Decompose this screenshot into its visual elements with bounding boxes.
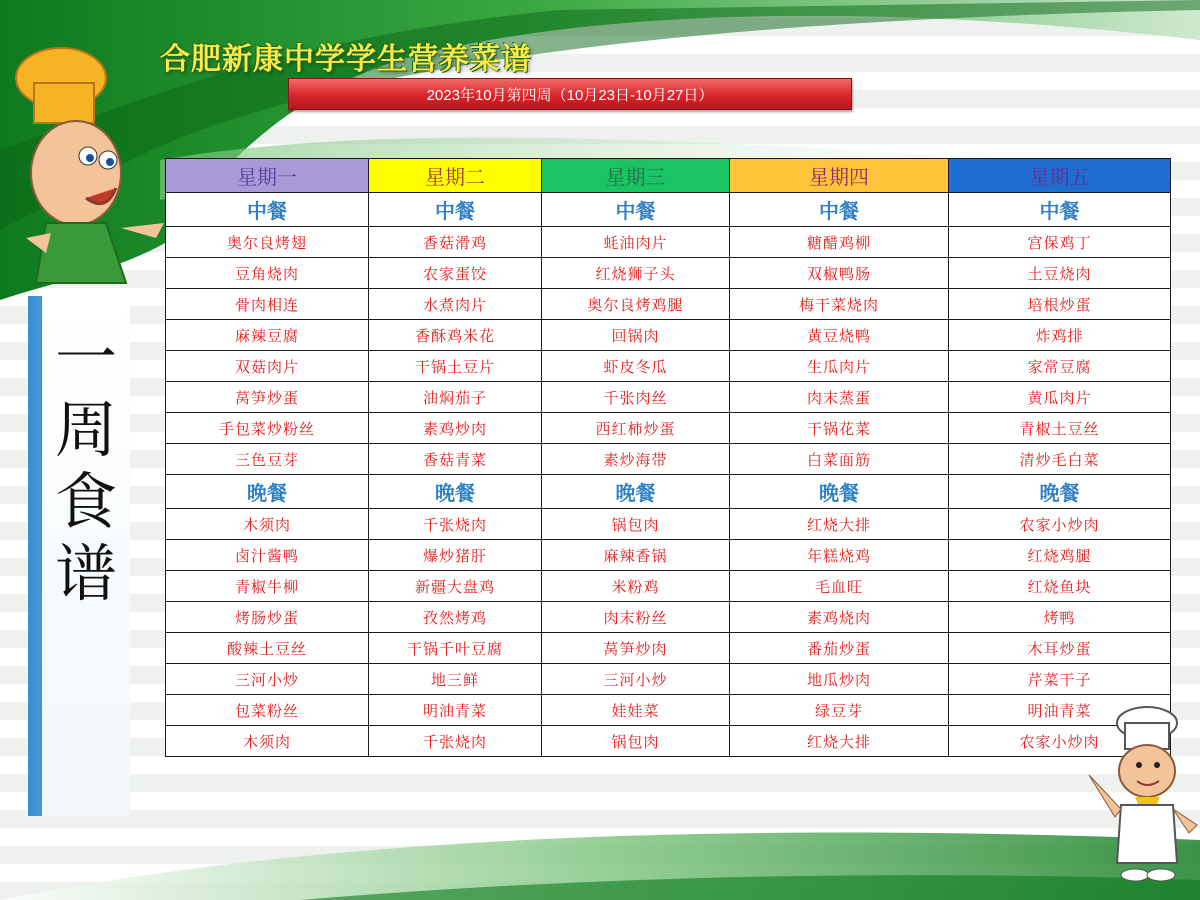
lunch-dish-cell: 黄豆烧鸭: [730, 320, 949, 351]
page-title: 合肥新康中学学生营养菜谱: [160, 42, 532, 77]
dinner-dish-cell: 年糕烧鸡: [730, 540, 949, 571]
lunch-dish-cell: 梅干菜烧肉: [730, 289, 949, 320]
side-label-panel: [28, 296, 130, 816]
lunch-dish-cell: 油焖茄子: [369, 382, 542, 413]
dinner-label-row: [166, 475, 1171, 509]
lunch-dish-cell: 青椒土豆丝: [949, 413, 1171, 444]
lunch-dish-cell: 清炒毛白菜: [949, 444, 1171, 475]
dinner-dish-cell: 红烧大排: [730, 726, 949, 757]
chef-mascot-right-icon: [1085, 705, 1200, 885]
dinner-dish-cell: 娃娃菜: [542, 695, 730, 726]
dinner-label: 晚餐: [369, 475, 542, 509]
dinner-label: 晚餐: [542, 475, 730, 509]
lunch-dish-row: [166, 444, 1171, 475]
dinner-dish-cell: 卤汁酱鸭: [166, 540, 369, 571]
lunch-dish-cell: 香菇滑鸡: [369, 227, 542, 258]
dinner-dish-cell: 地瓜炒肉: [730, 664, 949, 695]
lunch-dish-cell: 回锅肉: [542, 320, 730, 351]
day-header-wednesday: 星期三: [542, 159, 730, 193]
lunch-dish-row: [166, 289, 1171, 320]
dinner-dish-cell: 新疆大盘鸡: [369, 571, 542, 602]
lunch-dish-cell: 红烧狮子头: [542, 258, 730, 289]
lunch-dish-cell: 骨肉相连: [166, 289, 369, 320]
lunch-dish-cell: 水煮肉片: [369, 289, 542, 320]
dinner-dish-cell: 千张烧肉: [369, 726, 542, 757]
lunch-dish-cell: 培根炒蛋: [949, 289, 1171, 320]
dinner-dish-cell: 木须肉: [166, 509, 369, 540]
side-label-char: 谱: [54, 537, 117, 610]
date-range-text: 2023年10月第四周（10月23日-10月27日）: [426, 86, 714, 104]
dinner-dish-cell: 爆炒猪肝: [369, 540, 542, 571]
day-header-tuesday: 星期二: [369, 159, 542, 193]
lunch-dish-row: [166, 351, 1171, 382]
lunch-label: 中餐: [730, 193, 949, 227]
lunch-dish-cell: 白菜面筋: [730, 444, 949, 475]
dinner-dish-cell: 莴笋炒肉: [542, 633, 730, 664]
dinner-dish-cell: 明油青菜: [949, 695, 1171, 726]
lunch-dish-cell: 干锅花菜: [730, 413, 949, 444]
chef-mascot-left-icon: [6, 38, 166, 288]
dinner-dish-cell: 芹菜干子: [949, 664, 1171, 695]
lunch-label: 中餐: [542, 193, 730, 227]
lunch-dish-row: [166, 258, 1171, 289]
lunch-dish-cell: 西红柿炒蛋: [542, 413, 730, 444]
dinner-label: 晚餐: [949, 475, 1171, 509]
dinner-dish-cell: 锅包肉: [542, 509, 730, 540]
lunch-dish-row: [166, 413, 1171, 444]
day-header-row: [166, 159, 1171, 193]
dinner-dish-cell: 三河小炒: [542, 664, 730, 695]
lunch-dish-cell: 奥尔良烤鸡腿: [542, 289, 730, 320]
lunch-dish-cell: 千张肉丝: [542, 382, 730, 413]
dinner-dish-cell: 木须肉: [166, 726, 369, 757]
side-label-char: 食: [54, 465, 117, 538]
lunch-dish-cell: 干锅土豆片: [369, 351, 542, 382]
dinner-dish-cell: 千张烧肉: [369, 509, 542, 540]
lunch-dish-cell: 家常豆腐: [949, 351, 1171, 382]
lunch-dish-cell: 双椒鸭肠: [730, 258, 949, 289]
dinner-dish-cell: 明油青菜: [369, 695, 542, 726]
lunch-dish-row: [166, 227, 1171, 258]
lunch-dish-cell: 农家蛋饺: [369, 258, 542, 289]
dinner-dish-cell: 红烧鸡腿: [949, 540, 1171, 571]
dinner-dish-cell: 木耳炒蛋: [949, 633, 1171, 664]
dinner-dish-cell: 米粉鸡: [542, 571, 730, 602]
background-bottom-wave: [0, 780, 1200, 900]
lunch-dish-cell: 三色豆芽: [166, 444, 369, 475]
lunch-dish-cell: 生瓜肉片: [730, 351, 949, 382]
dinner-dish-row: [166, 509, 1171, 540]
dinner-dish-cell: 锅包肉: [542, 726, 730, 757]
dinner-label: 晚餐: [166, 475, 369, 509]
lunch-label: 中餐: [369, 193, 542, 227]
lunch-dish-cell: 麻辣豆腐: [166, 320, 369, 351]
lunch-label-row: [166, 193, 1171, 227]
lunch-dish-row: [166, 382, 1171, 413]
lunch-label: 中餐: [166, 193, 369, 227]
dinner-dish-row: [166, 633, 1171, 664]
day-header-monday: 星期一: [166, 159, 369, 193]
dinner-dish-cell: 农家小炒肉: [949, 726, 1171, 757]
dinner-dish-row: [166, 602, 1171, 633]
dinner-dish-cell: 包菜粉丝: [166, 695, 369, 726]
lunch-dish-cell: 双菇肉片: [166, 351, 369, 382]
lunch-dish-cell: 素炒海带: [542, 444, 730, 475]
dinner-label: 晚餐: [730, 475, 949, 509]
dinner-dish-cell: 农家小炒肉: [949, 509, 1171, 540]
lunch-dish-cell: 手包菜炒粉丝: [166, 413, 369, 444]
lunch-dish-cell: 肉末蒸蛋: [730, 382, 949, 413]
side-label-char: 一: [54, 321, 117, 394]
dinner-dish-cell: 毛血旺: [730, 571, 949, 602]
dinner-dish-cell: 干锅千叶豆腐: [369, 633, 542, 664]
dinner-dish-cell: 烤肠炒蛋: [166, 602, 369, 633]
dinner-dish-cell: 麻辣香锅: [542, 540, 730, 571]
lunch-dish-cell: 黄瓜肉片: [949, 382, 1171, 413]
lunch-dish-cell: 宫保鸡丁: [949, 227, 1171, 258]
dinner-dish-cell: 三河小炒: [166, 664, 369, 695]
dinner-dish-cell: 绿豆芽: [730, 695, 949, 726]
lunch-dish-cell: 土豆烧肉: [949, 258, 1171, 289]
lunch-dish-cell: 香菇青菜: [369, 444, 542, 475]
dinner-dish-cell: 烤鸭: [949, 602, 1171, 633]
lunch-dish-row: [166, 320, 1171, 351]
side-label-char: 周: [54, 393, 117, 466]
dinner-dish-cell: 番茄炒蛋: [730, 633, 949, 664]
dinner-dish-row: [166, 726, 1171, 757]
dinner-dish-cell: 肉末粉丝: [542, 602, 730, 633]
lunch-dish-cell: 奥尔良烤翅: [166, 227, 369, 258]
lunch-dish-cell: 香酥鸡米花: [369, 320, 542, 351]
lunch-dish-cell: 糖醋鸡柳: [730, 227, 949, 258]
lunch-dish-cell: 莴笋炒蛋: [166, 382, 369, 413]
dinner-dish-cell: 孜然烤鸡: [369, 602, 542, 633]
dinner-dish-cell: 红烧大排: [730, 509, 949, 540]
dinner-dish-row: [166, 695, 1171, 726]
lunch-dish-cell: 炸鸡排: [949, 320, 1171, 351]
lunch-dish-cell: 素鸡炒肉: [369, 413, 542, 444]
day-header-thursday: 星期四: [730, 159, 949, 193]
dinner-dish-cell: 青椒牛柳: [166, 571, 369, 602]
dinner-dish-row: [166, 540, 1171, 571]
dinner-dish-row: [166, 571, 1171, 602]
lunch-dish-cell: 蚝油肉片: [542, 227, 730, 258]
menu-table: [165, 158, 1171, 757]
date-range-banner: [288, 78, 852, 110]
lunch-dish-cell: 豆角烧肉: [166, 258, 369, 289]
dinner-dish-cell: 酸辣土豆丝: [166, 633, 369, 664]
lunch-dish-cell: 虾皮冬瓜: [542, 351, 730, 382]
dinner-dish-cell: 素鸡烧肉: [730, 602, 949, 633]
dinner-dish-row: [166, 664, 1171, 695]
lunch-label: 中餐: [949, 193, 1171, 227]
dinner-dish-cell: 红烧鱼块: [949, 571, 1171, 602]
dinner-dish-cell: 地三鲜: [369, 664, 542, 695]
day-header-friday: 星期五: [949, 159, 1171, 193]
